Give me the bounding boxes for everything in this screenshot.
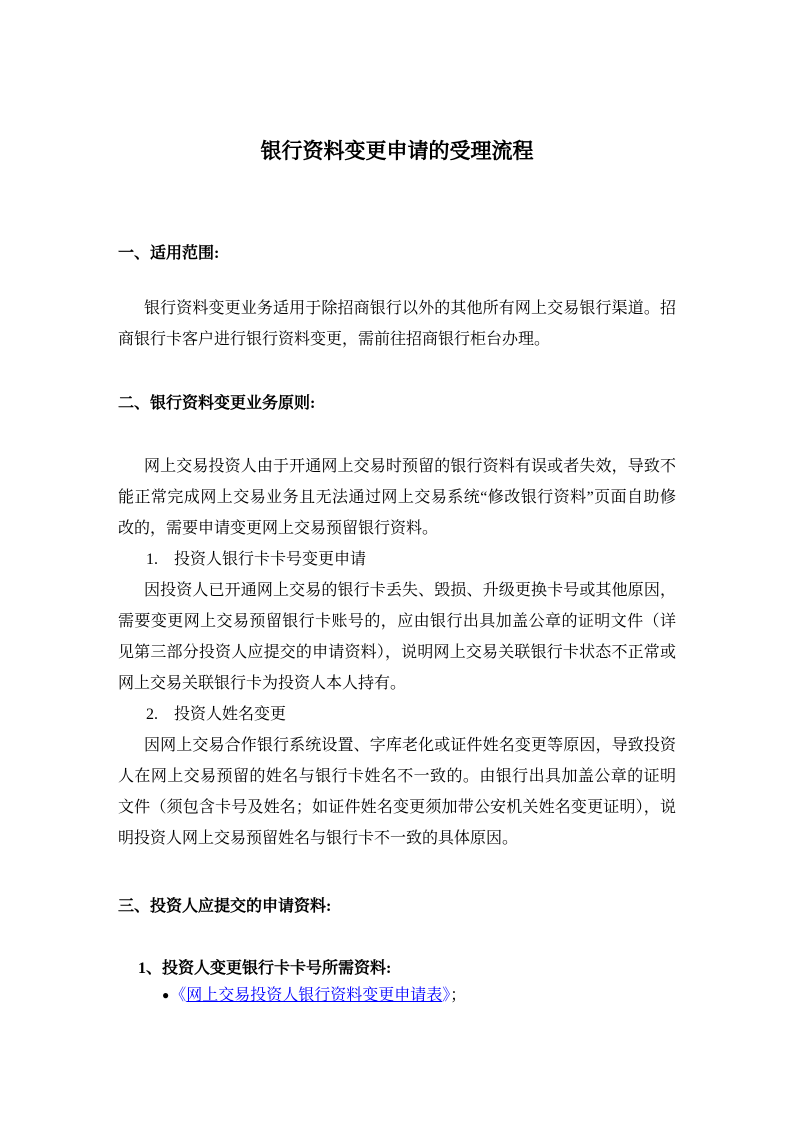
item-1-title: 投资人银行卡卡号变更申请: [174, 551, 367, 568]
numbered-item-2: [118, 699, 676, 730]
bullet-icon: ●: [162, 988, 170, 1002]
change-form-link[interactable]: 网上交易投资人银行资料变更申请表: [186, 987, 443, 1004]
numbered-item-1: [118, 544, 676, 575]
item-2-number: 2.: [146, 706, 158, 723]
paragraph-item-2-body: 因网上交易合作银行系统设置、字库老化或证件姓名变更等原因，导致投资人在网上交易预留的姓名与银行卡姓名不一致的。由银行出具加盖公章的证明文件（须包含卡号及姓名；如证件姓名变更须加带公安机关姓名变更证明），说明投资人网上交易预留姓名与银行卡不一致的具体原因。: [118, 737, 676, 847]
document-title: 银行资料变更申请的受理流程: [260, 139, 534, 163]
bullet-semicolon: ；: [450, 987, 467, 1004]
subheading-card-number-materials: 1、投资人变更银行卡卡号所需资料:: [138, 960, 392, 977]
item-2-title: 投资人姓名变更: [174, 706, 287, 723]
link-close-bracket: 》: [442, 987, 451, 1004]
paragraph-principles-intro: 网上交易投资人由于开通网上交易时预留的银行资料有误或者失效，导致不能正常完成网上交易业务且无法通过网上交易系统“修改银行资料”页面自助修改的，需要申请变更网上交易预留银行资料。: [118, 458, 676, 537]
section-heading-principles: 二、银行资料变更业务原则:: [118, 395, 316, 412]
paragraph-scope-body: 银行资料变更业务适用于除招商银行以外的其他所有网上交易银行渠道。招商银行卡客户进行银行资料变更，需前往招商银行柜台办理。: [118, 300, 676, 348]
section-heading-scope: 一、适用范围:: [118, 245, 220, 262]
paragraph-item-1-body: 因投资人已开通网上交易的银行卡丢失、毁损、升级更换卡号或其他原因，需要变更网上交易预留银行卡账号的，应由银行出具加盖公章的证明文件（详见第三部分投资人应提交的申请资料），说明网上交易关联银行卡状态不正常或网上交易关联银行卡为投资人本人持有。: [118, 582, 676, 692]
principles-body: [118, 451, 676, 854]
bullet-list-item: [118, 982, 676, 1009]
section-heading-materials: 三、投资人应提交的申请资料:: [118, 898, 332, 915]
item-1-number: 1.: [146, 551, 158, 568]
link-open-bracket: 《: [170, 987, 187, 1004]
